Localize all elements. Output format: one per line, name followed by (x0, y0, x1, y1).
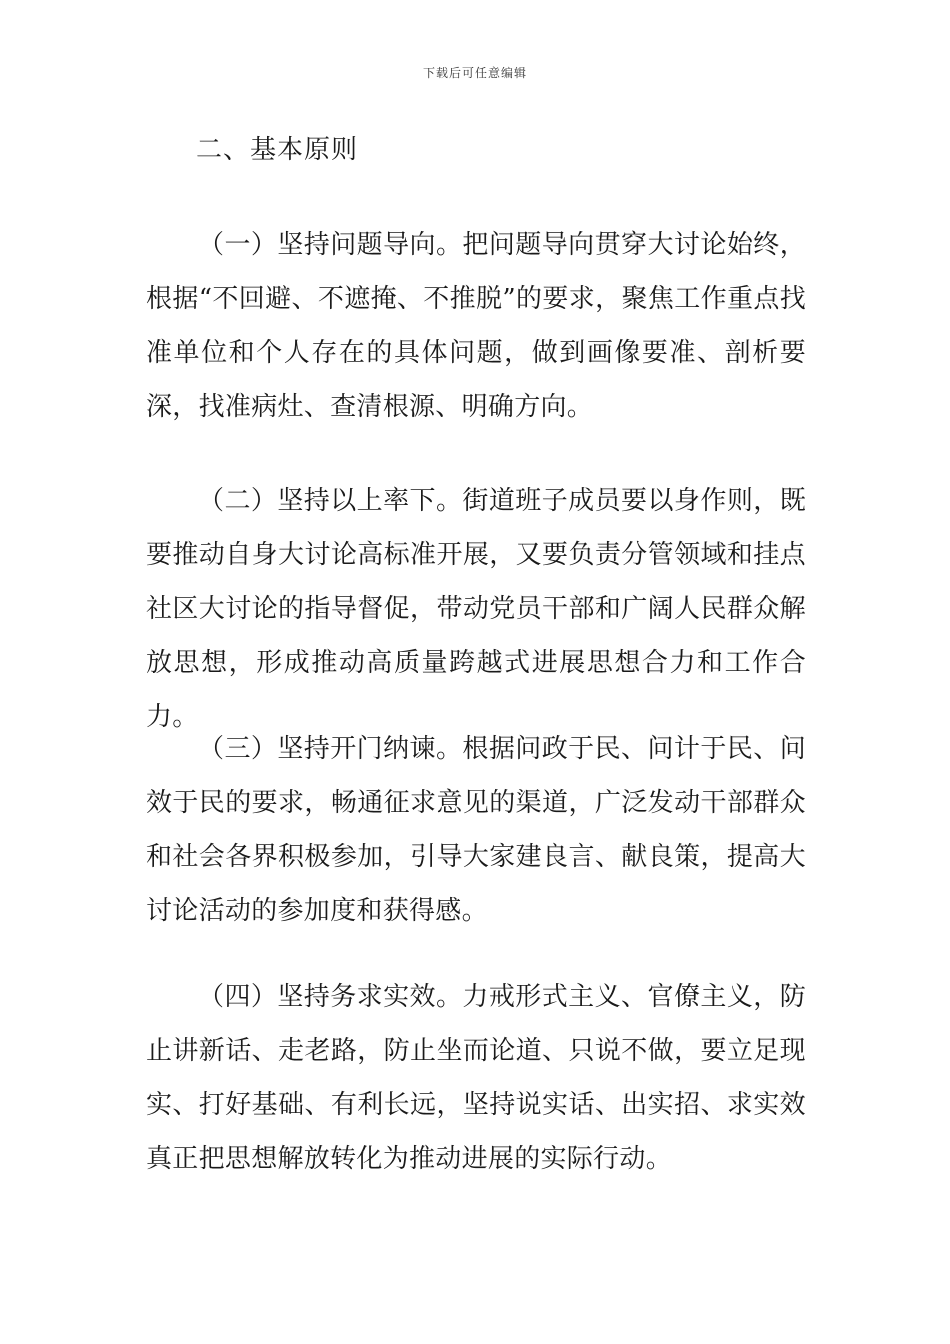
section-heading: 二、基本原则 (196, 135, 359, 165)
principle-paragraph-4: （四）坚持务求实效。力戒形式主义、官僚主义，防止讲新话、走老路，防止坐而论道、只说不做，要立足现实、打好基础、有利长远，坚持说实话、出实招、求实效真正把思想解放转化为推动进展的实际行动。 (146, 982, 806, 1174)
principle-paragraph-2: （二）坚持以上率下。街道班子成员要以身作则，既要推动自身大讨论高标准开展，又要负责分管领域和挂点社区大讨论的指导督促，带动党员干部和广阔人民群众解放思想，形成推动高质量跨越式进展思想合力和工作合力。 (146, 486, 806, 732)
page-header-note: 下载后可任意编辑 (422, 66, 527, 80)
principle-paragraph-1: （一）坚持问题导向。把问题导向贯穿大讨论始终，根据“不回避、不遮掩、不推脱”的要求，聚焦工作重点找准单位和个人存在的具体问题，做到画像要准、剖析要深，找准病灶、查清根源、明确方向。 (146, 230, 806, 422)
principle-paragraph-3: （三）坚持开门纳谏。根据问政于民、问计于民、问效于民的要求，畅通征求意见的渠道，广泛发动干部群众和社会各界积极参加，引导大家建良言、献良策，提高大讨论活动的参加度和获得感。 (146, 734, 806, 926)
